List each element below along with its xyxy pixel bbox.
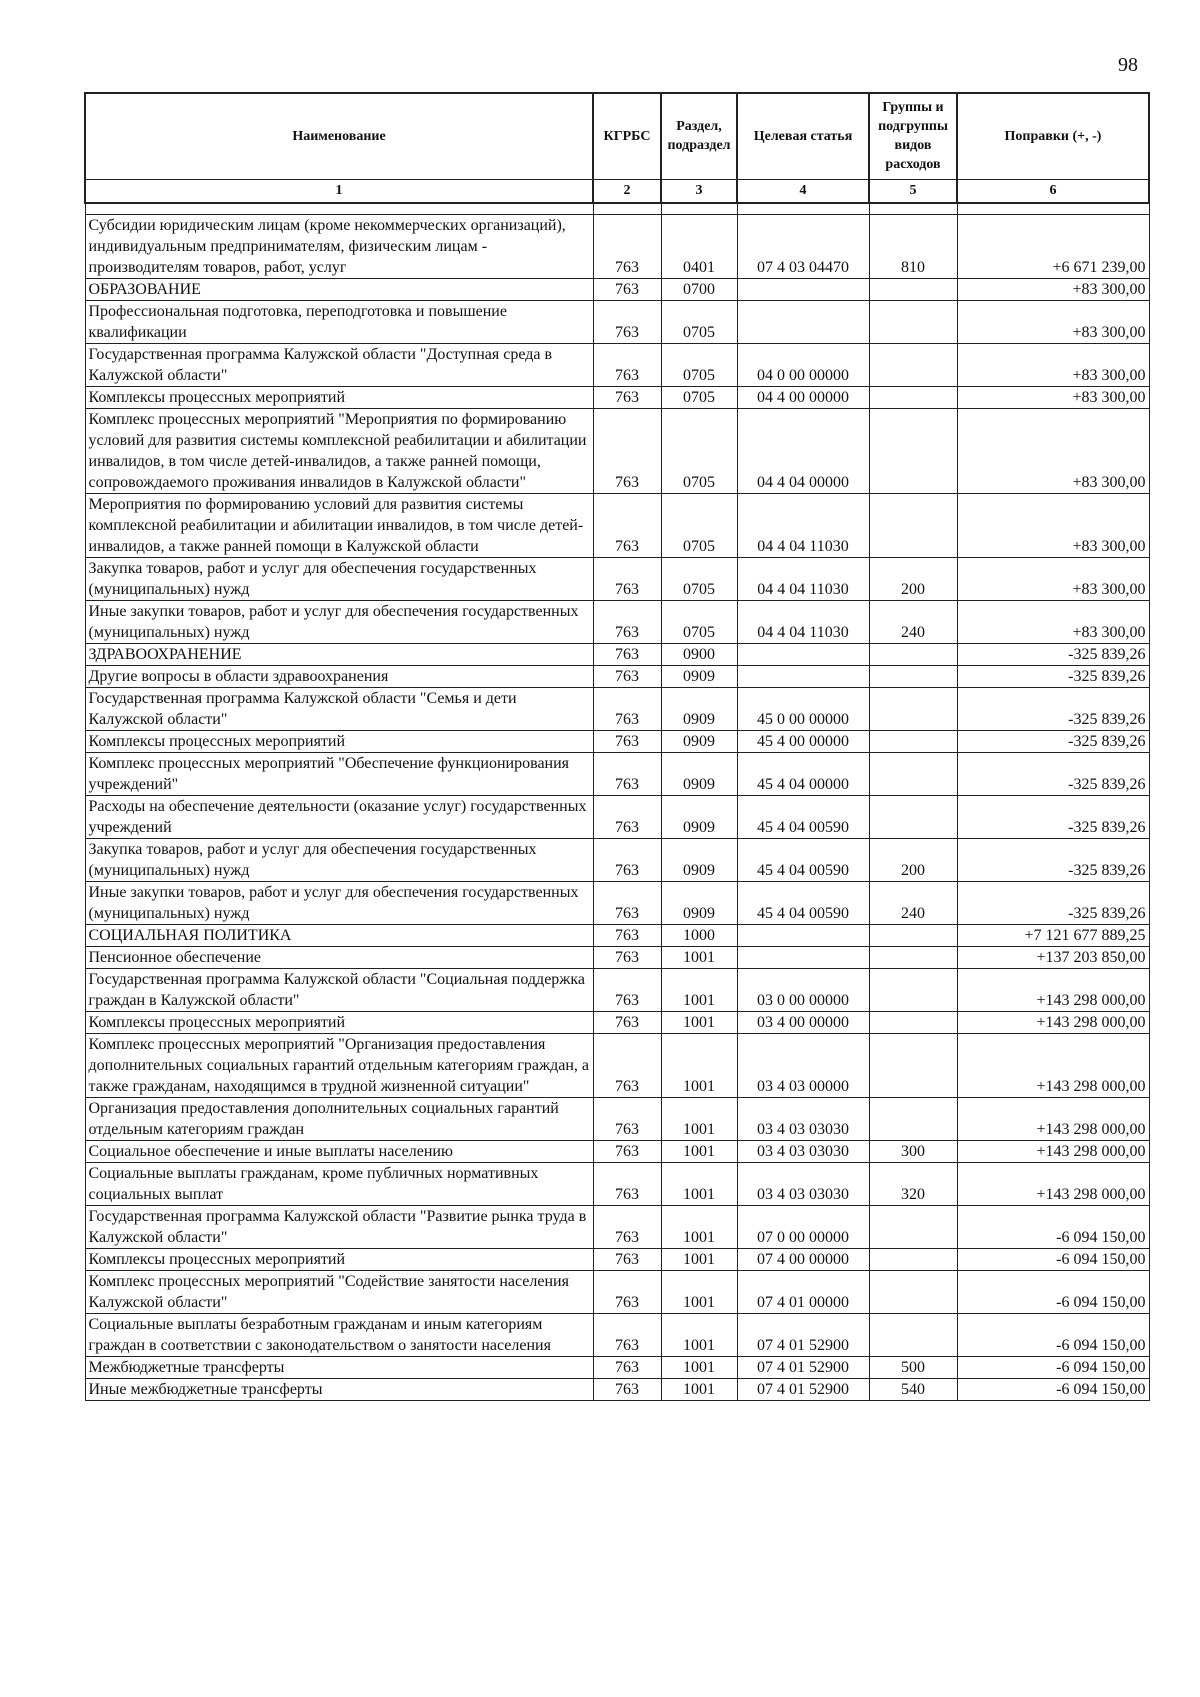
row-kgrbs: 763 [593, 1162, 661, 1205]
row-razdel: 1001 [661, 1205, 737, 1248]
row-amount: -6 094 150,00 [957, 1248, 1149, 1270]
row-target-article: 07 4 00 00000 [737, 1248, 869, 1270]
row-kgrbs: 763 [593, 1033, 661, 1097]
row-expense-group: 810 [869, 214, 957, 278]
row-razdel: 1001 [661, 1162, 737, 1205]
table-row [85, 1140, 1149, 1162]
col-number: 5 [869, 179, 957, 203]
table-row [85, 881, 1149, 924]
row-name: ОБРАЗОВАНИЕ [85, 278, 593, 300]
row-name: Социальные выплаты безработным гражданам и иным категориям граждан в соответствии с законодательством о занятости населения [85, 1313, 593, 1356]
header-target-article: Целевая статья [737, 93, 869, 179]
row-amount: +143 298 000,00 [957, 1097, 1149, 1140]
table-row [85, 1248, 1149, 1270]
row-target-article: 03 4 03 03030 [737, 1097, 869, 1140]
row-kgrbs: 763 [593, 924, 661, 946]
row-expense-group [869, 1248, 957, 1270]
row-expense-group: 300 [869, 1140, 957, 1162]
row-razdel: 1001 [661, 968, 737, 1011]
row-expense-group [869, 1313, 957, 1356]
row-target-article: 03 4 03 03030 [737, 1140, 869, 1162]
row-target-article: 07 4 01 52900 [737, 1313, 869, 1356]
row-amount: +83 300,00 [957, 343, 1149, 386]
row-target-article: 45 4 04 00590 [737, 838, 869, 881]
row-amount: +83 300,00 [957, 386, 1149, 408]
row-target-article: 04 4 00 00000 [737, 386, 869, 408]
row-kgrbs: 763 [593, 493, 661, 557]
row-razdel: 1001 [661, 1011, 737, 1033]
row-name: Закупка товаров, работ и услуг для обеспечения государственных (муниципальных) нужд [85, 838, 593, 881]
col-number: 3 [661, 179, 737, 203]
row-name: Государственная программа Калужской области "Развитие рынка труда в Калужской области" [85, 1205, 593, 1248]
header-name: Наименование [85, 93, 593, 179]
row-expense-group [869, 730, 957, 752]
row-amount: +83 300,00 [957, 600, 1149, 643]
row-target-article: 45 0 00 00000 [737, 687, 869, 730]
row-expense-group [869, 924, 957, 946]
row-name: Организация предоставления дополнительных социальных гарантий отдельным категориям граждан [85, 1097, 593, 1140]
row-razdel: 0705 [661, 557, 737, 600]
column-number-row [85, 179, 1149, 203]
row-kgrbs: 763 [593, 881, 661, 924]
row-target-article [737, 665, 869, 687]
row-razdel: 1000 [661, 924, 737, 946]
row-name: Другие вопросы в области здравоохранения [85, 665, 593, 687]
row-kgrbs: 763 [593, 278, 661, 300]
row-expense-group [869, 752, 957, 795]
table-row [85, 924, 1149, 946]
row-kgrbs: 763 [593, 600, 661, 643]
row-target-article: 07 4 01 00000 [737, 1270, 869, 1313]
row-amount: +6 671 239,00 [957, 214, 1149, 278]
row-expense-group: 200 [869, 838, 957, 881]
row-name: Комплекс процессных мероприятий "Содействие занятости населения Калужской области" [85, 1270, 593, 1313]
table-row [85, 1011, 1149, 1033]
row-expense-group [869, 278, 957, 300]
row-razdel: 1001 [661, 1097, 737, 1140]
row-kgrbs: 763 [593, 386, 661, 408]
row-target-article: 45 4 04 00000 [737, 752, 869, 795]
row-target-article: 03 0 00 00000 [737, 968, 869, 1011]
row-kgrbs: 763 [593, 946, 661, 968]
row-amount: +83 300,00 [957, 493, 1149, 557]
row-razdel: 0909 [661, 881, 737, 924]
table-row [85, 214, 1149, 278]
row-kgrbs: 763 [593, 665, 661, 687]
row-kgrbs: 763 [593, 557, 661, 600]
row-amount: +83 300,00 [957, 557, 1149, 600]
row-razdel: 0705 [661, 343, 737, 386]
row-name: Субсидии юридическим лицам (кроме некоммерческих организаций), индивидуальным предпринимателям, физическим лицам - производителям товаров, работ, услуг [85, 214, 593, 278]
row-expense-group [869, 1270, 957, 1313]
header-amendments: Поправки (+, -) [957, 93, 1149, 179]
row-razdel: 0909 [661, 752, 737, 795]
table-row [85, 795, 1149, 838]
table-row [85, 300, 1149, 343]
row-name: Комплекс процессных мероприятий "Мероприятия по формированию условий для развития системы комплексной реабилитации и абилитации инвалидов, в том числе детей-инвалидов, а также ранней помощи, сопровождаемого проживания инвалидов в Калужской области" [85, 408, 593, 493]
row-target-article: 07 0 00 00000 [737, 1205, 869, 1248]
row-name: Социальные выплаты гражданам, кроме публичных нормативных социальных выплат [85, 1162, 593, 1205]
row-razdel: 0705 [661, 386, 737, 408]
row-name: Профессиональная подготовка, переподготовка и повышение квалификации [85, 300, 593, 343]
row-expense-group [869, 687, 957, 730]
row-name: Социальное обеспечение и иные выплаты населению [85, 1140, 593, 1162]
row-expense-group [869, 946, 957, 968]
row-expense-group: 240 [869, 600, 957, 643]
row-kgrbs: 763 [593, 643, 661, 665]
table-row [85, 1270, 1149, 1313]
row-name: СОЦИАЛЬНАЯ ПОЛИТИКА [85, 924, 593, 946]
header-razdel: Раздел, подраздел [661, 93, 737, 179]
row-expense-group [869, 1011, 957, 1033]
row-expense-group: 500 [869, 1356, 957, 1378]
row-name: Государственная программа Калужской области "Доступная среда в Калужской области" [85, 343, 593, 386]
table-body [85, 203, 1149, 1401]
row-name: Мероприятия по формированию условий для развития системы комплексной реабилитации и абилитации инвалидов, в том числе детей-инвалидов, а также ранней помощи в Калужской области [85, 493, 593, 557]
budget-table [84, 92, 1150, 1401]
row-target-article [737, 278, 869, 300]
row-amount: -6 094 150,00 [957, 1356, 1149, 1378]
row-amount: -325 839,26 [957, 643, 1149, 665]
row-razdel: 0401 [661, 214, 737, 278]
row-kgrbs: 763 [593, 730, 661, 752]
row-razdel: 0909 [661, 665, 737, 687]
row-razdel: 0700 [661, 278, 737, 300]
table-row [85, 1162, 1149, 1205]
row-razdel: 1001 [661, 1356, 737, 1378]
col-number: 4 [737, 179, 869, 203]
row-name: Комплексы процессных мероприятий [85, 1248, 593, 1270]
row-target-article: 03 4 03 03030 [737, 1162, 869, 1205]
row-expense-group [869, 493, 957, 557]
row-kgrbs: 763 [593, 968, 661, 1011]
row-kgrbs: 763 [593, 1378, 661, 1400]
row-name: Иные межбюджетные трансферты [85, 1378, 593, 1400]
col-number: 6 [957, 179, 1149, 203]
row-name: Государственная программа Калужской области "Социальная поддержка граждан в Калужской области" [85, 968, 593, 1011]
row-expense-group [869, 1033, 957, 1097]
row-amount: -325 839,26 [957, 687, 1149, 730]
row-name: Комплекс процессных мероприятий "Организация предоставления дополнительных социальных гарантий отдельным категориям граждан, а также гражданам, находящимся в трудной жизненной ситуации" [85, 1033, 593, 1097]
col-number: 2 [593, 179, 661, 203]
row-amount: -325 839,26 [957, 752, 1149, 795]
table-row [85, 838, 1149, 881]
row-target-article: 04 4 04 11030 [737, 493, 869, 557]
table-row [85, 1356, 1149, 1378]
row-razdel: 1001 [661, 1248, 737, 1270]
row-name: Расходы на обеспечение деятельности (оказание услуг) государственных учреждений [85, 795, 593, 838]
table-row [85, 278, 1149, 300]
row-razdel: 0909 [661, 838, 737, 881]
row-target-article [737, 300, 869, 343]
row-amount: +143 298 000,00 [957, 1162, 1149, 1205]
row-amount: -6 094 150,00 [957, 1270, 1149, 1313]
row-kgrbs: 763 [593, 1205, 661, 1248]
row-target-article: 07 4 03 04470 [737, 214, 869, 278]
row-name: Комплексы процессных мероприятий [85, 730, 593, 752]
table-row [85, 408, 1149, 493]
row-amount: -6 094 150,00 [957, 1205, 1149, 1248]
row-name: Государственная программа Калужской области "Семья и дети Калужской области" [85, 687, 593, 730]
table-row [85, 386, 1149, 408]
row-expense-group [869, 643, 957, 665]
row-kgrbs: 763 [593, 1248, 661, 1270]
table-row [85, 557, 1149, 600]
row-amount: +83 300,00 [957, 300, 1149, 343]
row-amount: -325 839,26 [957, 881, 1149, 924]
row-amount: -325 839,26 [957, 730, 1149, 752]
row-razdel: 0909 [661, 795, 737, 838]
row-amount: +143 298 000,00 [957, 1140, 1149, 1162]
row-kgrbs: 763 [593, 300, 661, 343]
row-target-article: 03 4 00 00000 [737, 1011, 869, 1033]
row-kgrbs: 763 [593, 795, 661, 838]
row-razdel: 1001 [661, 1313, 737, 1356]
row-target-article: 04 0 00 00000 [737, 343, 869, 386]
row-amount: +143 298 000,00 [957, 1033, 1149, 1097]
row-razdel: 1001 [661, 1270, 737, 1313]
row-razdel: 1001 [661, 946, 737, 968]
header-row [85, 93, 1149, 179]
row-razdel: 0909 [661, 730, 737, 752]
row-razdel: 0900 [661, 643, 737, 665]
row-kgrbs: 763 [593, 1140, 661, 1162]
row-target-article: 03 4 03 00000 [737, 1033, 869, 1097]
row-kgrbs: 763 [593, 214, 661, 278]
table-row [85, 665, 1149, 687]
row-kgrbs: 763 [593, 1097, 661, 1140]
row-razdel: 0705 [661, 300, 737, 343]
row-amount: +83 300,00 [957, 408, 1149, 493]
row-kgrbs: 763 [593, 343, 661, 386]
col-number: 1 [85, 179, 593, 203]
row-expense-group [869, 665, 957, 687]
row-target-article: 04 4 04 11030 [737, 600, 869, 643]
row-name: Комплекс процессных мероприятий "Обеспечение функционирования учреждений" [85, 752, 593, 795]
table-row [85, 730, 1149, 752]
row-target-article [737, 643, 869, 665]
row-kgrbs: 763 [593, 1270, 661, 1313]
row-name: Пенсионное обеспечение [85, 946, 593, 968]
row-expense-group [869, 408, 957, 493]
row-amount: -6 094 150,00 [957, 1313, 1149, 1356]
table-row [85, 1378, 1149, 1400]
row-expense-group: 200 [869, 557, 957, 600]
row-expense-group: 240 [869, 881, 957, 924]
row-expense-group [869, 1205, 957, 1248]
table-row [85, 752, 1149, 795]
row-amount: -325 839,26 [957, 838, 1149, 881]
header-expense-group: Группы и подгруппы видов расходов [869, 93, 957, 179]
row-razdel: 1001 [661, 1033, 737, 1097]
row-kgrbs: 763 [593, 408, 661, 493]
row-target-article: 45 4 00 00000 [737, 730, 869, 752]
row-amount: +83 300,00 [957, 278, 1149, 300]
table-row [85, 968, 1149, 1011]
row-amount: +143 298 000,00 [957, 968, 1149, 1011]
spacer-row [85, 203, 1149, 215]
table-row [85, 493, 1149, 557]
header-kgrbs: КГРБС [593, 93, 661, 179]
row-expense-group [869, 968, 957, 1011]
row-amount: +143 298 000,00 [957, 1011, 1149, 1033]
table-row [85, 1033, 1149, 1097]
row-razdel: 1001 [661, 1140, 737, 1162]
row-kgrbs: 763 [593, 1356, 661, 1378]
row-expense-group [869, 1097, 957, 1140]
row-kgrbs: 763 [593, 752, 661, 795]
page-number: 98 [1118, 54, 1138, 76]
row-expense-group [869, 300, 957, 343]
table-row [85, 1313, 1149, 1356]
row-expense-group [869, 343, 957, 386]
table-row [85, 946, 1149, 968]
row-amount: +7 121 677 889,25 [957, 924, 1149, 946]
row-target-article: 45 4 04 00590 [737, 881, 869, 924]
row-name: Межбюджетные трансферты [85, 1356, 593, 1378]
table-row [85, 687, 1149, 730]
row-amount: -6 094 150,00 [957, 1378, 1149, 1400]
row-expense-group: 540 [869, 1378, 957, 1400]
row-razdel: 0909 [661, 687, 737, 730]
row-razdel: 0705 [661, 408, 737, 493]
row-name: ЗДРАВООХРАНЕНИЕ [85, 643, 593, 665]
table-row [85, 600, 1149, 643]
row-target-article [737, 924, 869, 946]
row-kgrbs: 763 [593, 838, 661, 881]
row-kgrbs: 763 [593, 1011, 661, 1033]
row-name: Комплексы процессных мероприятий [85, 1011, 593, 1033]
row-razdel: 1001 [661, 1378, 737, 1400]
row-name: Закупка товаров, работ и услуг для обеспечения государственных (муниципальных) нужд [85, 557, 593, 600]
row-name: Иные закупки товаров, работ и услуг для обеспечения государственных (муниципальных) нужд [85, 600, 593, 643]
row-amount: -325 839,26 [957, 795, 1149, 838]
row-expense-group: 320 [869, 1162, 957, 1205]
row-kgrbs: 763 [593, 1313, 661, 1356]
row-razdel: 0705 [661, 600, 737, 643]
table-row [85, 643, 1149, 665]
table-row [85, 343, 1149, 386]
row-name: Иные закупки товаров, работ и услуг для обеспечения государственных (муниципальных) нужд [85, 881, 593, 924]
row-amount: -325 839,26 [957, 665, 1149, 687]
row-target-article: 07 4 01 52900 [737, 1378, 869, 1400]
row-expense-group [869, 795, 957, 838]
row-name: Комплексы процессных мероприятий [85, 386, 593, 408]
table-row [85, 1097, 1149, 1140]
row-razdel: 0705 [661, 493, 737, 557]
row-kgrbs: 763 [593, 687, 661, 730]
row-amount: +137 203 850,00 [957, 946, 1149, 968]
row-expense-group [869, 386, 957, 408]
row-target-article: 04 4 04 00000 [737, 408, 869, 493]
row-target-article: 07 4 01 52900 [737, 1356, 869, 1378]
table-row [85, 1205, 1149, 1248]
row-target-article: 04 4 04 11030 [737, 557, 869, 600]
row-target-article: 45 4 04 00590 [737, 795, 869, 838]
row-target-article [737, 946, 869, 968]
